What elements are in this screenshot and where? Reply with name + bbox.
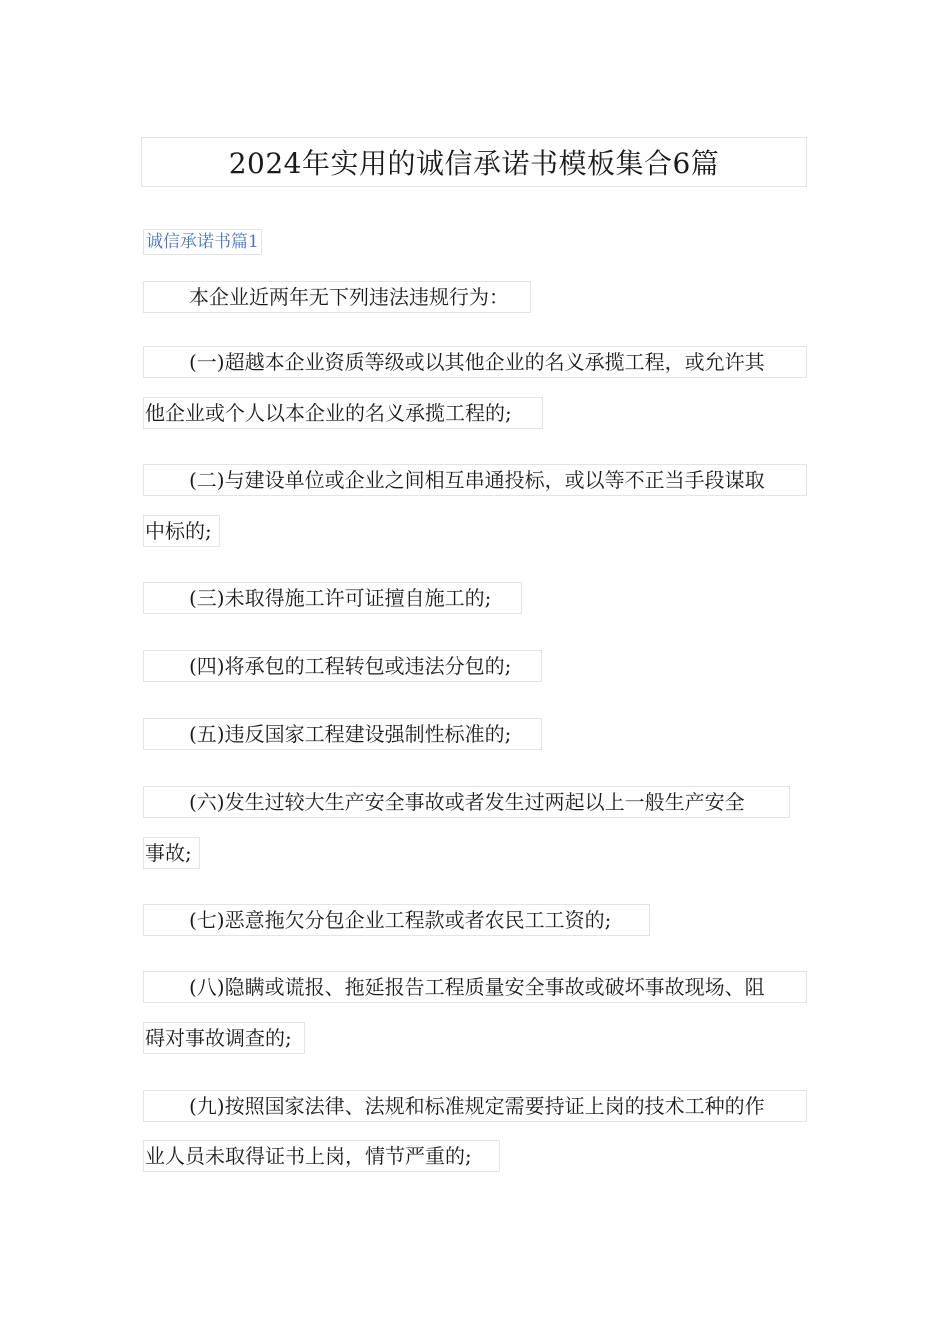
item-2-line-1: (二)与建设单位或企业之间相互串通投标，或以等不正当手段谋取 [143,464,807,496]
item-2-line-2: 中标的; [143,515,220,547]
item-6-line-2: 事故; [143,837,200,869]
item-8-line-2: 碍对事故调查的; [143,1022,305,1054]
item-3-line: (三)未取得施工许可证擅自施工的; [143,582,522,614]
item-5-line: (五)违反国家工程建设强制性标准的; [143,718,542,750]
section-heading: 诚信承诺书篇1 [143,229,262,255]
item-7-line: (七)恶意拖欠分包企业工程款或者农民工工资的; [143,904,650,936]
item-8-line-1: (八)隐瞒或谎报、拖延报告工程质量安全事故或破坏事故现场、阻 [143,971,807,1003]
item-4-line: (四)将承包的工程转包或违法分包的; [143,650,542,682]
document-title: 2024年实用的诚信承诺书模板集合6篇 [141,137,807,187]
item-1-line-1: (一)超越本企业资质等级或以其他企业的名义承揽工程，或允许其 [143,346,807,378]
item-6-line-1: (六)发生过较大生产安全事故或者发生过两起以上一般生产安全 [143,786,790,818]
item-9-line-1: (九)按照国家法律、法规和标准规定需要持证上岗的技术工种的作 [143,1090,807,1122]
item-9-line-2: 业人员未取得证书上岗，情节严重的; [143,1140,500,1172]
item-1-line-2: 他企业或个人以本企业的名义承揽工程的; [143,397,543,429]
intro-line: 本企业近两年无下列违法违规行为： [143,281,531,313]
